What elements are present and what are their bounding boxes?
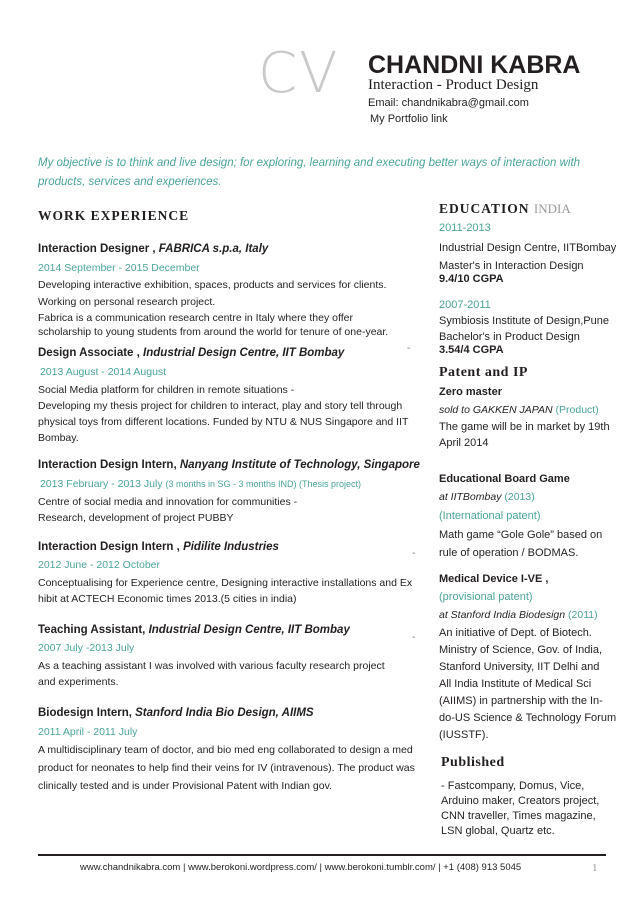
dash-mark: - <box>412 632 416 643</box>
dash-mark: - <box>412 548 416 559</box>
job-date <box>40 478 361 490</box>
job-title <box>38 624 350 636</box>
published-line: Arduino maker, Creators project, <box>441 795 600 807</box>
published-list <box>441 779 631 839</box>
patent-desc-line: April 2014 <box>439 437 489 449</box>
job-desc-line: A multidisciplinary team of doctor, and bio med eng collaborated to design a med <box>38 744 413 756</box>
job-description <box>38 741 424 795</box>
published-heading: Published <box>441 755 505 770</box>
objective-line-2: products, services and experiences. <box>38 176 222 188</box>
job-desc-line: product for neonates to help find their veins for IV (intravenous). The product was <box>38 762 415 774</box>
patent-sub <box>439 491 535 503</box>
objective <box>38 154 598 192</box>
patent-heading: Patent and IP <box>439 365 528 380</box>
patent-desc-line: Stanford University, IIT Delhi and <box>439 661 600 673</box>
job-org: Pidilite Industries <box>183 541 279 553</box>
job-desc-line: Fabrica is a communication research centre in Italy where they offer <box>38 312 353 324</box>
patent-desc-line: do-US Science & Technology Forum <box>439 712 617 724</box>
job-desc-line: As a teaching assistant I was involved with various faculty research project <box>38 660 385 672</box>
patent-description <box>439 419 629 451</box>
job-date: 2011 April - 2011 July <box>38 726 138 738</box>
candidate-role: Interaction - Product Design <box>368 77 539 93</box>
patent-owner: at IITBombay <box>439 491 502 503</box>
patent-sub <box>439 609 598 621</box>
footer-divider <box>38 854 606 856</box>
job-desc-line: Developing interactive exhibition, spaces, products and services for clients. <box>38 279 387 291</box>
published-line: LSN global, Quartz etc. <box>441 825 555 837</box>
footer-links[interactable]: www.chandnikabra.com | www.berokoni.wordpress.com/ | www.berokoni.tumblr.com/ | +1 (408) 913 5045 <box>80 862 522 873</box>
job-title <box>38 707 314 719</box>
job-desc-line: scholarship to young students from around the world for tenure of one-year. <box>38 326 389 338</box>
published-line: CNN traveller, Times magazine, <box>441 810 596 822</box>
patent-desc-line: All India Institute of Medical Sci <box>439 678 592 690</box>
job-role: Interaction Design Intern, <box>38 459 177 471</box>
patent-title: Educational Board Game <box>439 473 570 485</box>
job-desc-line: physical toys from different locations. Funded by NTU & NUS Singapore and IIT <box>38 416 409 428</box>
patent-desc-line: (IUSSTF). <box>439 729 489 741</box>
education-location: INDIA <box>533 201 571 216</box>
education-school: Industrial Design Centre, IITBombay <box>439 242 617 254</box>
education-heading <box>439 201 571 217</box>
patent-description <box>439 526 629 562</box>
patent-desc-line: rule of operation / BODMAS. <box>439 547 579 559</box>
work-experience-heading: WORK EXPERIENCE <box>38 208 190 223</box>
patent-desc-line: The game will be in market by 19th <box>439 421 610 433</box>
objective-line-1: My objective is to think and live design; for exploring, learning and executing better ways of interaction with <box>38 157 581 169</box>
job-desc-line: clinically tested and is under Provisional Patent with Indian gov. <box>38 780 332 792</box>
job-desc-line: Centre of social media and innovation for communities - <box>38 496 298 508</box>
published-line: - Fastcompany, Domus, Vice, <box>441 780 585 792</box>
education-grade: 9.4/10 CGPA <box>439 273 504 285</box>
job-org: Stanford India Bio Design, AIIMS <box>135 707 314 719</box>
education-date: 2007-2011 <box>439 299 491 311</box>
job-description <box>38 494 414 526</box>
job-role: Interaction Design Intern , <box>38 541 180 553</box>
education-degree: Bachelor's in Product Design <box>439 331 580 343</box>
patent-note: (2013) <box>504 491 535 503</box>
job-date: 2012 June - 2012 October <box>38 559 161 571</box>
job-desc-line: hibit at ACTECH Economic times 2013.(5 cities in india) <box>38 593 297 605</box>
patent-type: (International patent) <box>439 510 541 522</box>
job-date-note: (3 months in SG - 3 months IND) (Thesis project) <box>165 479 362 489</box>
patent-note: (Product) <box>555 404 599 416</box>
job-date: 2014 September - 2015 December <box>38 262 200 274</box>
job-title <box>38 243 268 255</box>
patent-desc-line: Math game “Gole Gole” based on <box>439 529 603 541</box>
education-item <box>439 313 629 345</box>
patent-desc-line: (AIIMS) in partnership with the In- <box>439 695 603 707</box>
patent-owner: at Stanford India Biodesign <box>439 609 566 621</box>
dash-mark: - <box>407 343 411 354</box>
education-item <box>439 239 629 275</box>
education-degree: Master's in Interaction Design <box>439 260 584 272</box>
candidate-name: CHANDNI KABRA <box>368 51 581 79</box>
patent-type: (provisional patent) <box>439 591 533 603</box>
patent-note: (2011) <box>568 609 598 621</box>
patent-title: Zero master <box>439 386 502 398</box>
education-date: 2011-2013 <box>439 222 491 234</box>
job-org: FABRICA s.p.a, Italy <box>158 243 269 255</box>
job-description <box>38 575 418 607</box>
job-description <box>38 658 418 690</box>
job-org: Industrial Design Centre, IIT Bombay <box>143 347 345 359</box>
job-desc-line: Research, development of project PUBBY <box>38 512 234 524</box>
patent-description <box>439 625 631 744</box>
job-org: Nanyang Institute of Technology, Singapore <box>179 459 420 471</box>
education-title: EDUCATION <box>439 201 530 216</box>
job-date: 2007 July -2013 July <box>38 642 135 654</box>
job-desc-line: Conceptualising for Experience centre, Designing interactive installations and Ex <box>38 577 413 589</box>
job-date: 2013 August - 2014 August <box>40 366 167 378</box>
job-desc-line: Bombay. <box>38 432 79 444</box>
job-role: Biodesign Intern, <box>38 707 132 719</box>
job-role: Teaching Assistant, <box>38 624 146 636</box>
job-description <box>38 382 414 446</box>
job-desc-line: Working on personal research project. <box>38 296 216 308</box>
education-school: Symbiosis Institute of Design,Pune <box>439 315 609 327</box>
job-role: Interaction Designer , <box>38 243 156 255</box>
job-desc-line: Social Media platform for children in remote situations - <box>38 384 295 396</box>
patent-sub <box>439 404 599 416</box>
patent-owner: sold to GAKKEN JAPAN <box>439 404 553 416</box>
job-desc-line: Developing my thesis project for children to interact, play and story tell through <box>38 400 403 412</box>
patent-title: Medical Device I-VE , <box>439 573 549 585</box>
patent-desc-line: An initiative of Dept. of Biotech. <box>439 627 592 639</box>
job-title <box>38 347 344 359</box>
cv-mark: CV <box>258 41 340 106</box>
email-link[interactable]: Email: chandnikabra@gmail.com <box>368 97 529 109</box>
portfolio-link[interactable]: My Portfolio link <box>370 113 448 125</box>
job-role: Design Associate , <box>38 347 140 359</box>
job-date-range: 2013 February - 2013 July <box>40 478 163 490</box>
job-description <box>38 277 410 339</box>
job-desc-line: and experiments. <box>38 676 119 688</box>
job-org: Industrial Design Centre, IIT Bombay <box>148 624 350 636</box>
education-grade: 3.54/4 CGPA <box>439 344 504 356</box>
page-number: 1 <box>592 862 598 874</box>
job-title <box>38 459 420 471</box>
job-title <box>38 541 279 553</box>
patent-desc-line: Ministry of Science, Gov. of India, <box>439 644 603 656</box>
